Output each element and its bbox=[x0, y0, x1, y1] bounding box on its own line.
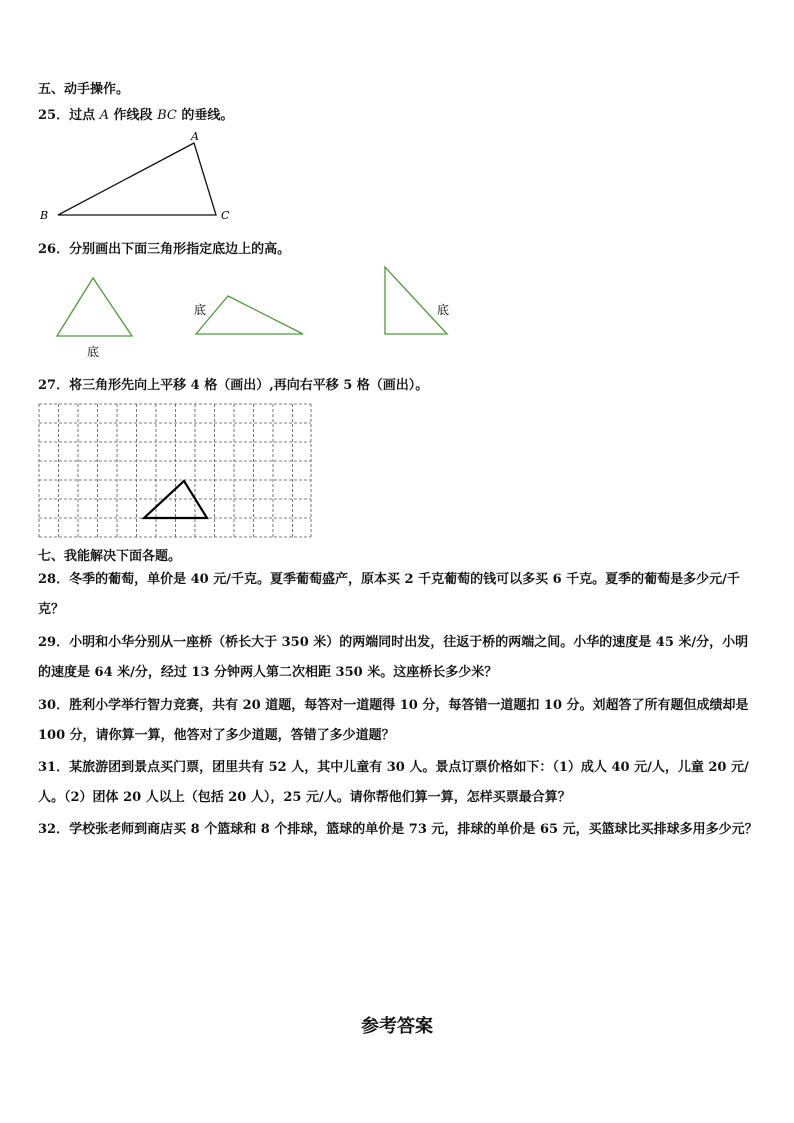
question-25-prefix: 25．过点 bbox=[38, 108, 96, 123]
question-27: 27．将三角形先向上平移 4 格（画出）,再向右平移 5 格（画出）。 bbox=[38, 378, 429, 393]
triangle-3 bbox=[385, 267, 450, 334]
segment-bc-label: BC bbox=[157, 108, 177, 123]
base-height-triangles bbox=[40, 262, 480, 362]
triangle-1 bbox=[57, 278, 132, 336]
triangle-abc-figure bbox=[36, 128, 246, 228]
triangle-2-base-label: 底 bbox=[194, 303, 207, 317]
question-31: 31．某旅游团到景点买门票，团里共有 52 人，其中儿童有 30 人。景点订票价格如下：（1）成人 40 元/人，儿童 20 元/人。（2）团体 20 人以上（包括 20 人），25 元/人。请你帮他们算一算，怎样买票最合算？ bbox=[38, 760, 749, 805]
triangle-1-base-label: 底 bbox=[87, 345, 100, 359]
section-heading-5: 五、动手操作。 bbox=[38, 82, 130, 97]
question-25-suffix: 的垂线。 bbox=[181, 108, 234, 123]
vertex-b-label: B bbox=[40, 209, 49, 222]
vertex-a-label: A bbox=[191, 130, 199, 143]
question-25-mid: 作线段 bbox=[113, 108, 153, 123]
triangle-2 bbox=[196, 296, 303, 334]
triangle-3-base-label: 底 bbox=[437, 303, 450, 317]
question-25 bbox=[38, 104, 233, 123]
triangle-abc bbox=[58, 143, 216, 215]
question-29: 29．小明和小华分别从一座桥（桥长大于 350 米）的两端同时出发，往返于桥的两端之间。小华的速度是 45 米/分，小明的速度是 64 米/分，经过 13 分钟两人第二次相距 350 米。这座桥长多少米？ bbox=[38, 635, 749, 680]
section-heading-7: 七、我能解决下面各题。 bbox=[38, 549, 182, 564]
question-32: 32．学校张老师到商店买 8 个篮球和 8 个排球，篮球的单价是 73 元，排球的单价是 65 元，买篮球比买排球多用多少元？ bbox=[38, 822, 758, 837]
question-26: 26．分别画出下面三角形指定底边上的高。 bbox=[38, 242, 291, 257]
translation-grid bbox=[38, 403, 314, 541]
point-a-label: A bbox=[99, 108, 110, 123]
question-28: 28．冬季的葡萄，单价是 40 元/千克。夏季葡萄盛产，原本买 2 千克葡萄的钱可以多买 6 千克。夏季的葡萄是多少元/千克？ bbox=[38, 572, 740, 617]
vertex-c-label: C bbox=[221, 209, 230, 222]
question-30: 30．胜利小学举行智力竞赛，共有 20 道题，每答对一道题得 10 分，每答错一道题扣 10 分。刘超答了所有题但成绩却是 100 分，请你算一算，他答对了多少道题，答错了多少道题？ bbox=[38, 698, 749, 743]
answer-title: 参考答案 bbox=[361, 1016, 433, 1037]
